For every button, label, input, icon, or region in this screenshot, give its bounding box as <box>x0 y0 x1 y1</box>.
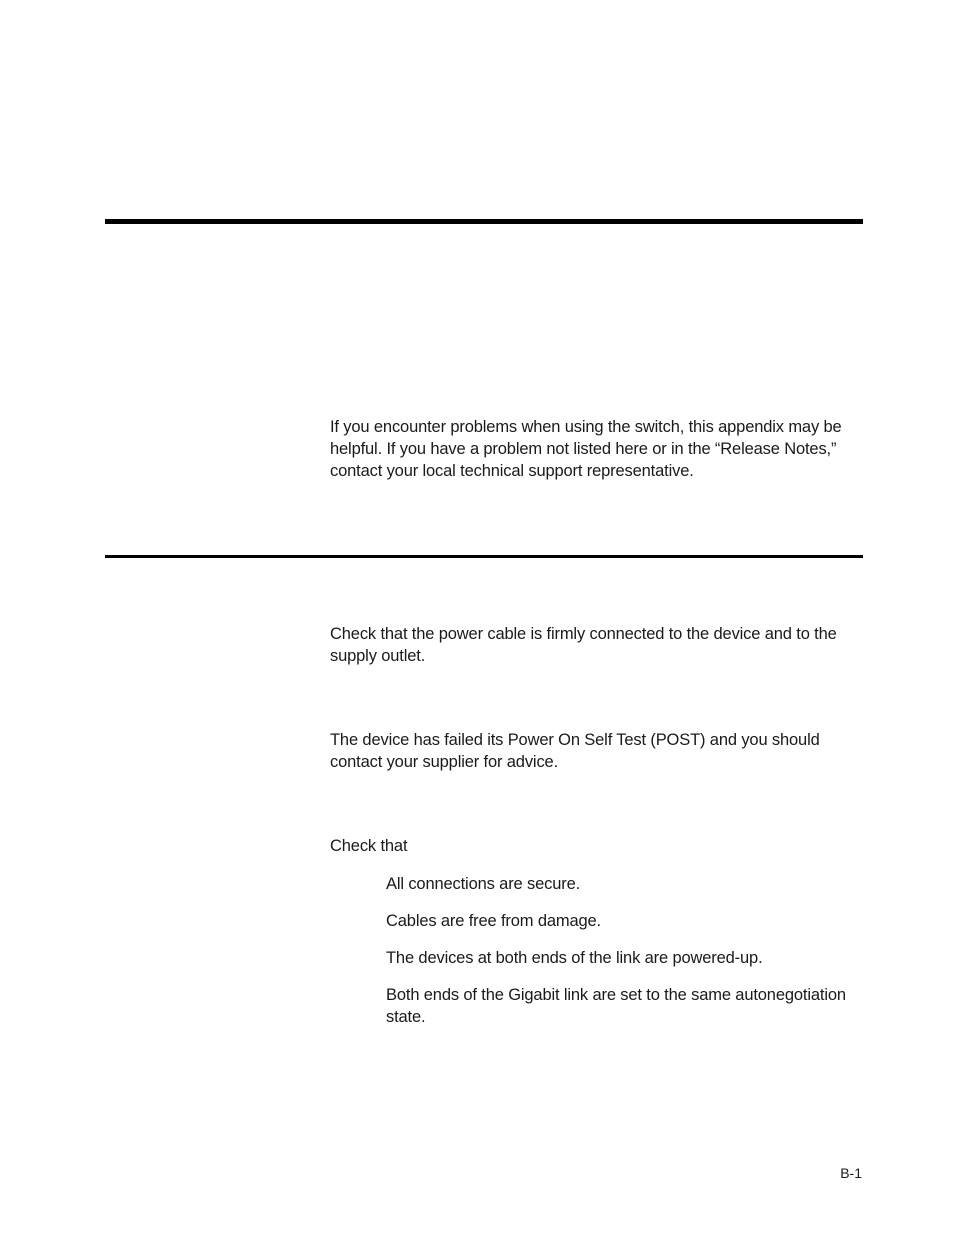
section-rule <box>105 555 863 558</box>
chapter-title-rule <box>105 219 863 224</box>
page-number: B-1 <box>840 1165 862 1181</box>
power-cable-paragraph: Check that the power cable is firmly connected to the device and to the supply outlet. <box>330 625 837 665</box>
check-intro-paragraph: Check that <box>330 837 408 855</box>
checklist-item: Cables are free from damage. <box>386 912 601 930</box>
checklist-item: All connections are secure. <box>386 875 581 893</box>
checklist-item: The devices at both ends of the link are powered-up. <box>386 949 763 967</box>
checklist <box>386 873 856 1043</box>
checklist-item: Both ends of the Gigabit link are set to the same autonegotiation state. <box>386 986 846 1026</box>
intro-paragraph: If you encounter problems when using the switch, this appendix may be helpful. If you have a problem not listed here or in the “Release Notes,” contact your local technical support representative. <box>330 418 842 480</box>
post-failure-paragraph: The device has failed its Power On Self Test (POST) and you should contact your supplier for advice. <box>330 731 820 771</box>
